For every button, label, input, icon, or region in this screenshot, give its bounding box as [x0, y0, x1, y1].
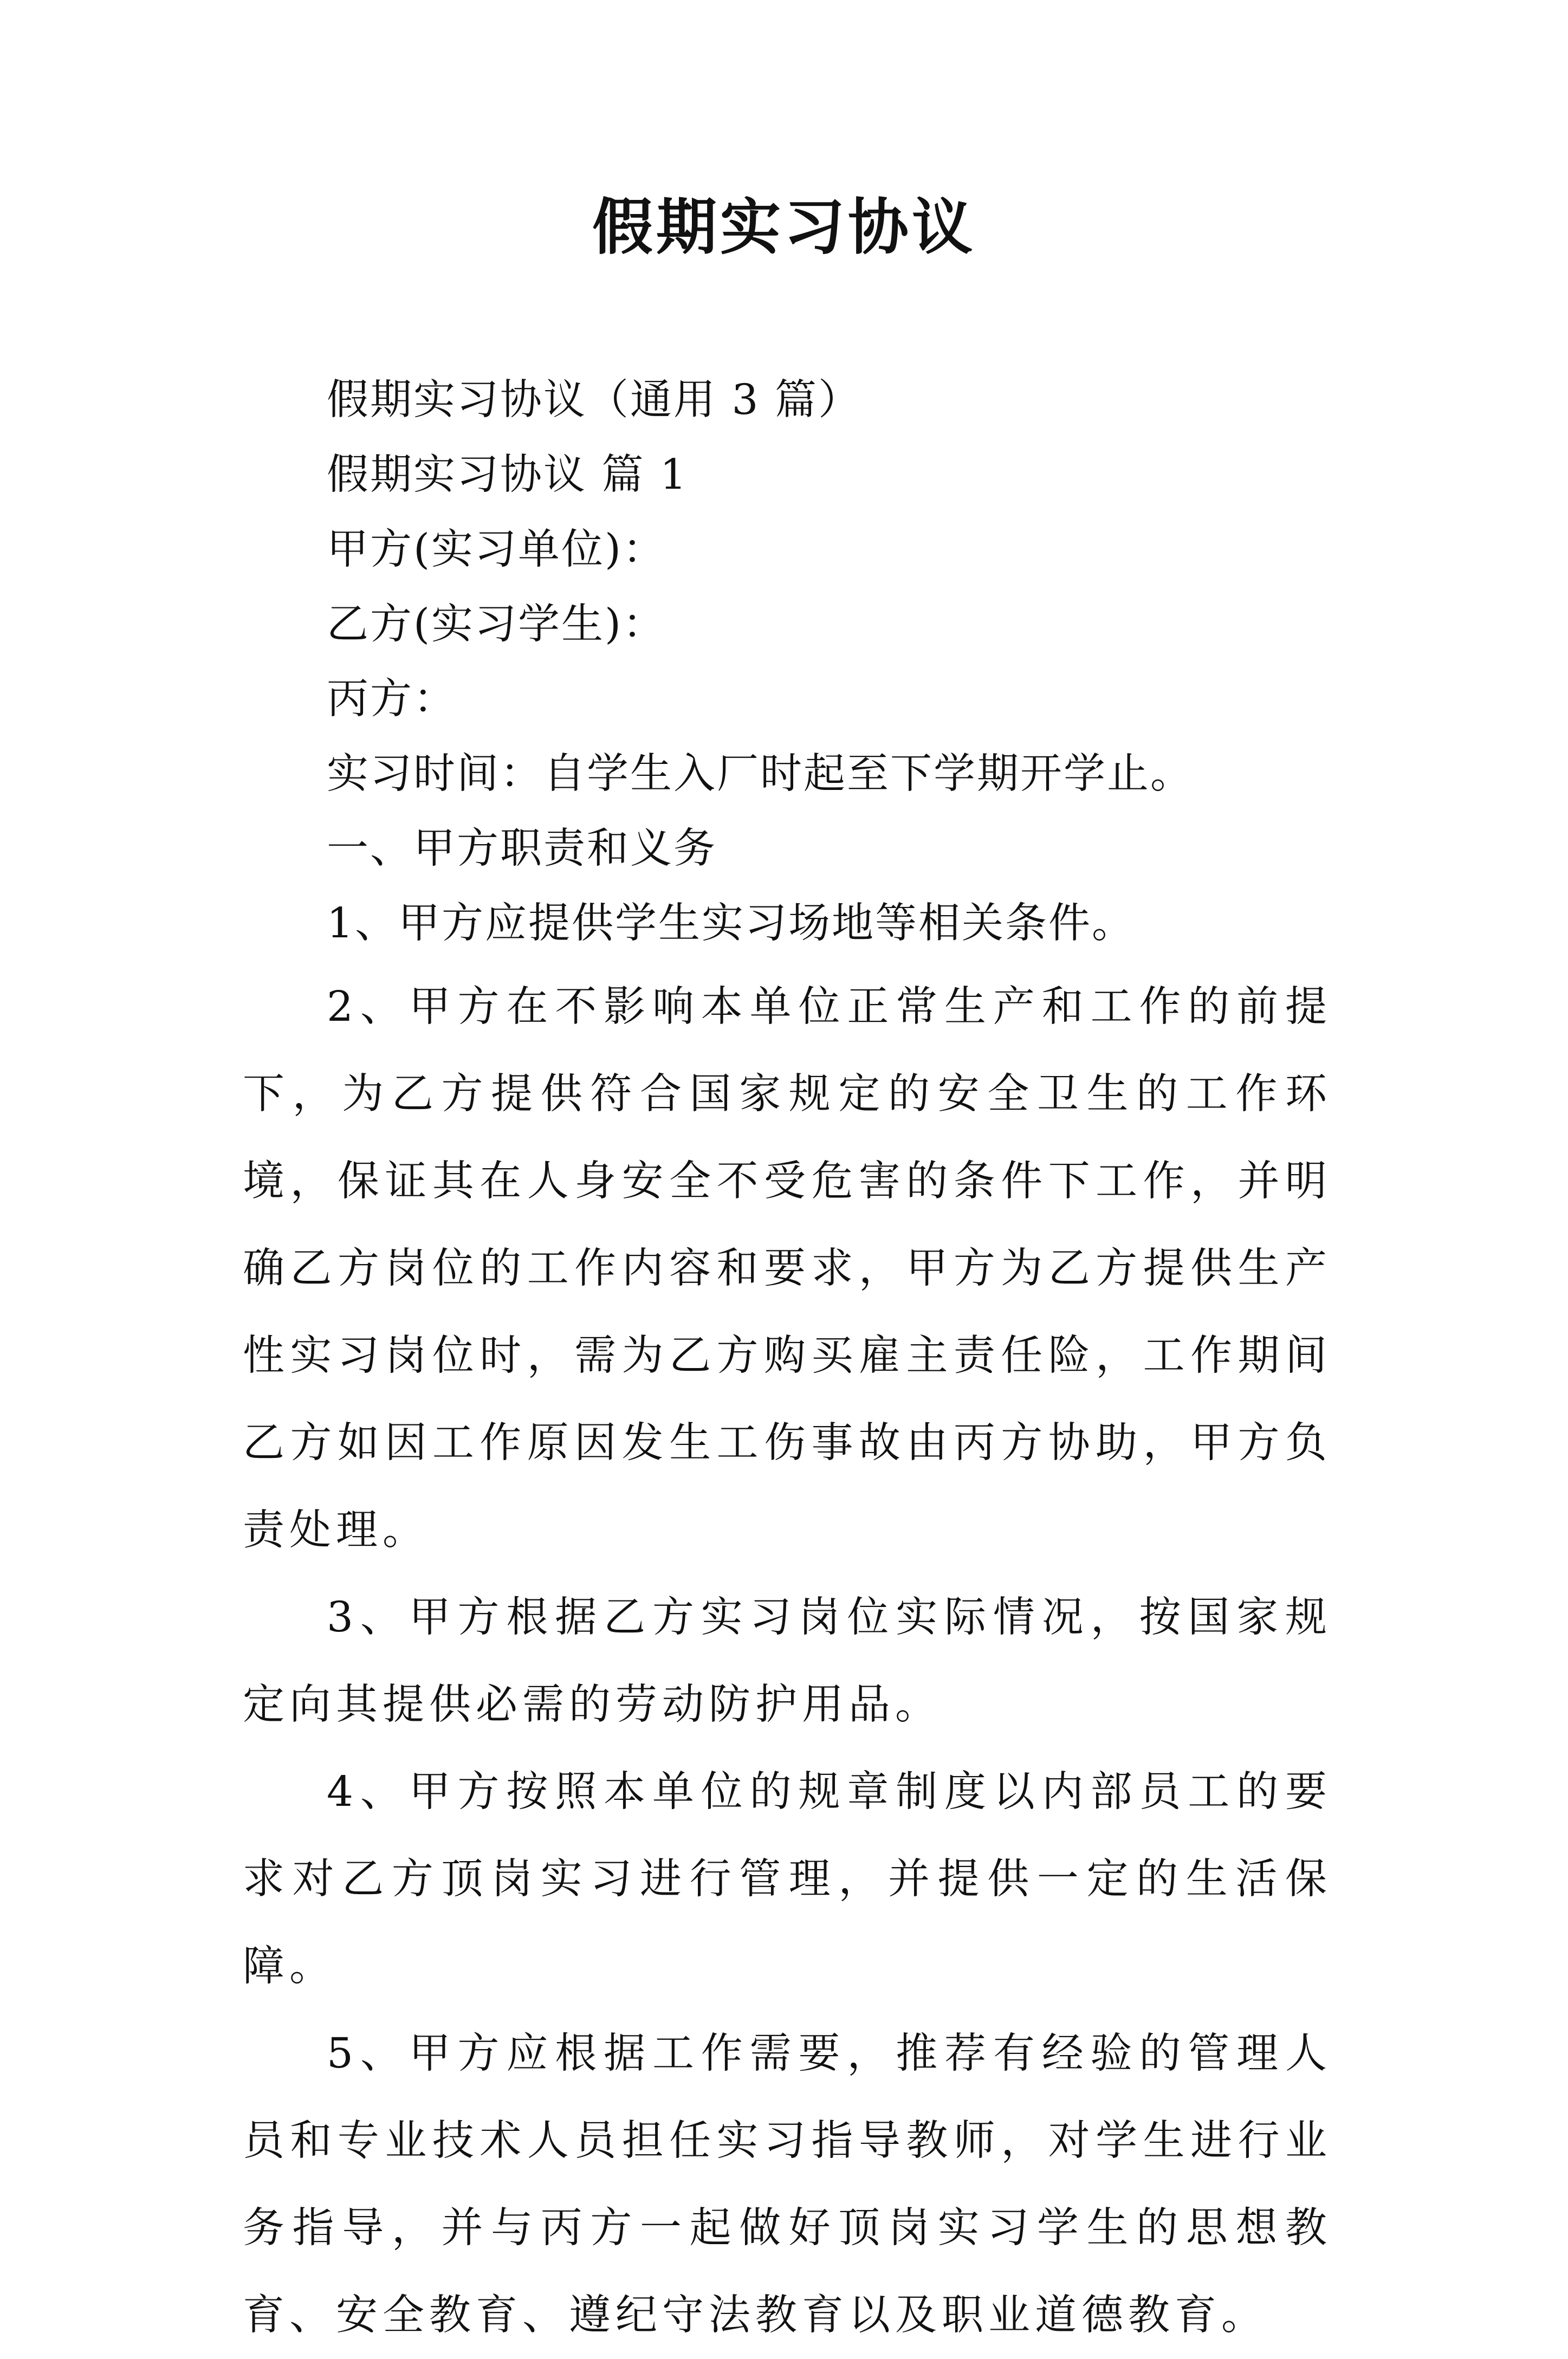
clause-5: 5、甲方应根据工作需要，推荐有经验的管理人员和专业技术人员担任实习指导教师，对学生进行业务指导，并与丙方一起做好顶岗实习学生的思想教育、安全教育、遵纪守法教育以及职业道德教育。 [243, 2030, 1332, 2339]
document-body [243, 363, 1332, 2359]
page-title: 假期实习协议 [592, 192, 976, 263]
clause-2: 2、甲方在不影响本单位正常生产和工作的前提下，为乙方提供符合国家规定的安全卫生的工作环境，保证其在人身安全不受危害的条件下工作，并明确乙方岗位的工作内容和要求，甲方为乙方提供生产性实习岗位时，需为乙方购买雇主责任险，工作期间乙方如因工作原因发生工伤事故由丙方协助，甲方负责处理。 [243, 983, 1332, 1554]
clause-heading: 一、甲方职责和义务 [327, 825, 717, 873]
internship-period-line: 实习时间：自学生入厂时起至下学期开学止。 [327, 750, 1194, 798]
section-heading: 假期实习协议 篇 1 [327, 451, 688, 499]
clause-3: 3、甲方根据乙方实习岗位实际情况，按国家规定向其提供必需的劳动防护用品。 [243, 1593, 1332, 1729]
clause-1: 1、甲方应提供学生实习场地等相关条件。 [327, 899, 1135, 948]
subtitle-line: 假期实习协议（通用 3 篇） [327, 376, 861, 424]
party-c-line: 丙方： [327, 675, 457, 723]
party-b-line: 乙方(实习学生)： [327, 600, 666, 649]
party-a-line: 甲方(实习单位)： [327, 526, 666, 574]
clause-4: 4、甲方按照本单位的规章制度以内部员工的要求对乙方顶岗实习进行管理，并提供一定的生活保障。 [243, 1768, 1332, 1991]
